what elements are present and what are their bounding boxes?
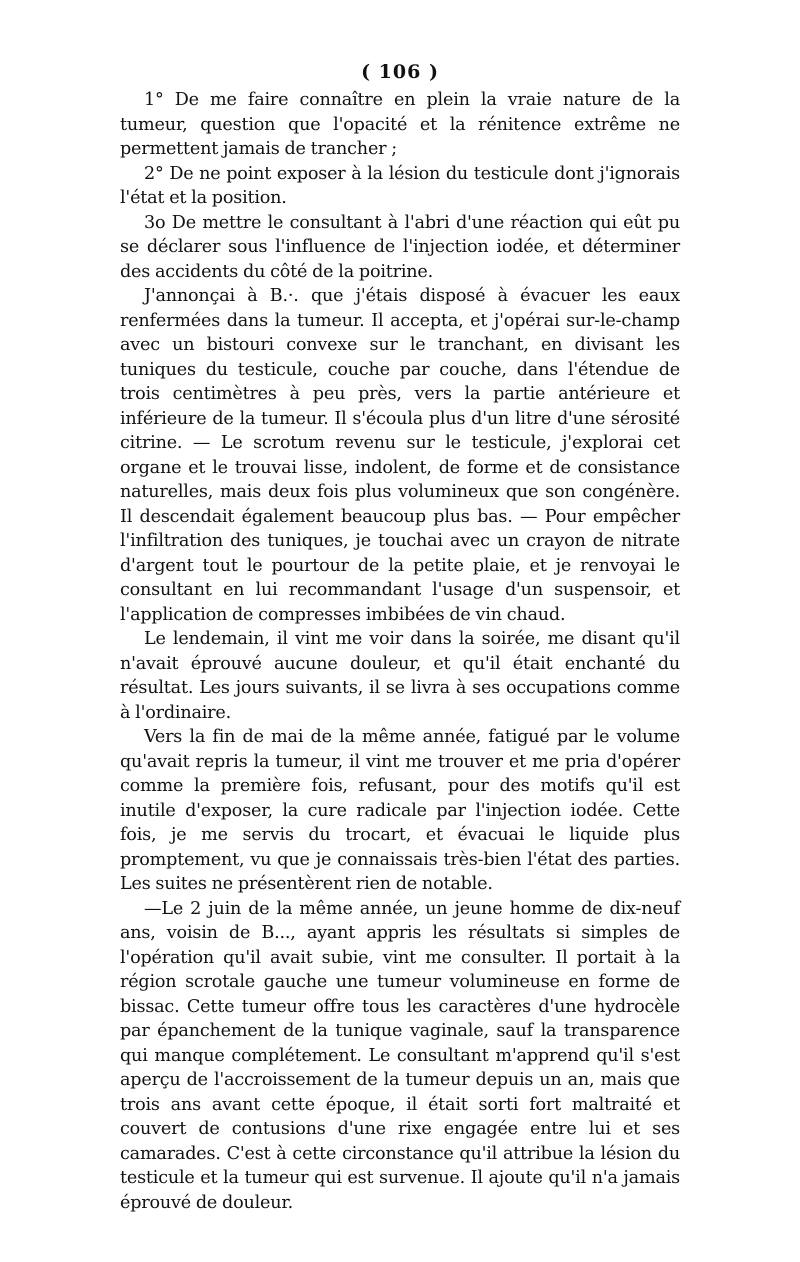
page-number: ( 106 ) [361,61,439,83]
paragraph-4: J'annonçai à B.·. que j'étais disposé à évacuer les eaux renfermées dans la tumeur. Il accepta, et j'opérai sur-le-champ avec un bistouri convexe sur le tranchant, en divisant les tuniques du testicule, couche par couche, dans l'étendue de trois centimètres à peu près, vers la partie antérieure et inférieure de la tumeur. Il s'écoula plus d'un litre d'une sérosité citrine. — Le scrotum revenu sur le testicule, j'explorai cet organe et le trouvai lisse, indolent, de forme et de consistance naturelles, mais deux fois plus volumineux que son congénère. Il descendait également beaucoup plus bas. — Pour empêcher l'infiltration des tuniques, je touchai avec un crayon de nitrate d'argent tout le pourtour de la petite plaie, et je renvoyai le consultant en lui recommandant l'usage d'un suspensoir, et l'application de compresses imbibées de vin chaud. [120,286,680,625]
paragraph-6: Vers la fin de mai de la même année, fatigué par le volume qu'avait repris la tumeur, il vint me trouver et me pria d'opérer comme la première fois, refusant, pour des motifs qu'il est inutile d'exposer, la cure radicale par l'injection iodée. Cette fois, je me servis du trocart, et évacuai le liquide plus promptement, vu que je connaissais très-bien l'état des parties. Les suites ne présentèrent rien de notable. [120,727,680,894]
paragraph-5: Le lendemain, il vint me voir dans la soirée, me disant qu'il n'avait éprouvé aucune douleur, et qu'il était enchanté du résultat. Les jours suivants, il se livra à ses occupations comme à l'ordinaire. [120,629,680,723]
paragraph-1: 1° De me faire connaître en plein la vraie nature de la tumeur, question que l'opacité et la rénitence extrême ne permettent jamais de trancher ; [120,90,680,159]
paragraph-7: —Le 2 juin de la même année, un jeune homme de dix-neuf ans, voisin de B..., ayant appris les résultats si simples de l'opération qu'il avait subie, vint me consulter. Il portait à la région scrotale gauche une tumeur volumineuse en forme de bissac. Cette tumeur offre tous les caractères d'une hydrocèle par épanchement de la tunique vaginale, sauf la transparence qui manque complétement. Le consultant m'apprend qu'il s'est aperçu de l'accroissement de la tumeur depuis un an, mais que trois ans avant cette époque, il était sorti fort maltraité et couvert de contusions d'une rixe engagée entre lui et ses camarades. C'est à cette circonstance qu'il attribue la lésion du testicule et la tumeur qui est survenue. Il ajoute qu'il n'a jamais éprouvé de douleur. [120,898,680,1213]
paragraph-3: 3o De mettre le consultant à l'abri d'une réaction qui eût pu se déclarer sous l'influence de l'injection iodée, et déterminer des accidents du côté de la poitrine. [120,212,680,282]
paragraph-2: 2° De ne point exposer à la lésion du testicule dont j'ignorais l'état et la position. [120,163,680,208]
book-page [120,58,680,1215]
